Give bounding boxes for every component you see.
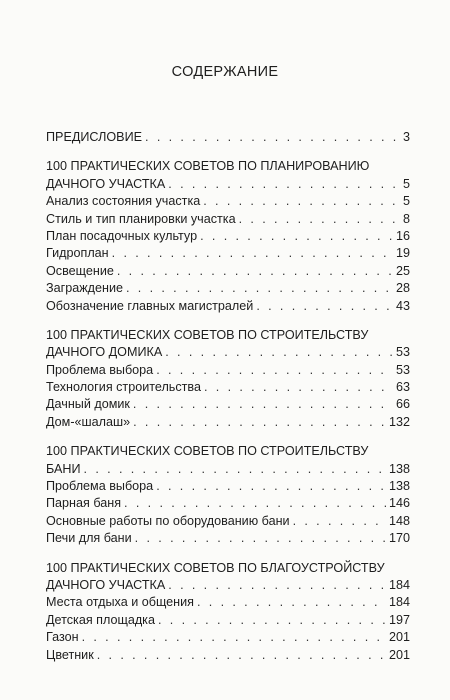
dot-leader	[158, 613, 386, 627]
toc-entry[interactable]	[46, 479, 410, 496]
toc-entry[interactable]	[46, 264, 410, 281]
toc-entry-page: 63	[395, 380, 410, 395]
section-heading-line1[interactable]: 100 ПРАКТИЧЕСКИХ СОВЕТОВ ПО СТРОИТЕЛЬСТВУ	[46, 327, 369, 342]
toc-entry-title: Дачный домик	[46, 397, 130, 412]
toc-entry-page: 197	[388, 612, 410, 627]
toc-entry[interactable]	[46, 363, 410, 380]
toc-entry-page: 3	[402, 130, 410, 144]
toc-entry[interactable]	[46, 229, 410, 246]
toc-entry[interactable]	[46, 630, 410, 647]
toc-section	[46, 328, 410, 432]
toc-entry-title: Проблема выбора	[46, 479, 154, 494]
toc-entry[interactable]	[46, 194, 410, 211]
dot-leader	[133, 415, 386, 429]
toc-entry-page: 8	[402, 211, 410, 226]
section-heading-entry[interactable]	[46, 345, 410, 362]
toc-entry[interactable]	[46, 496, 410, 513]
toc-entry-title: Цветник	[46, 647, 94, 662]
toc-entry-page: 25	[395, 263, 410, 278]
toc-entry-page: 138	[388, 461, 410, 476]
dot-leader	[112, 246, 393, 260]
toc-entry-page: 5	[402, 176, 410, 191]
toc-entry-page: 28	[395, 281, 410, 296]
dot-leader	[97, 648, 386, 662]
dot-leader	[156, 363, 393, 377]
toc-entry-page: 138	[388, 479, 410, 494]
toc-entry-page: 146	[388, 496, 410, 511]
toc-entry[interactable]	[46, 299, 410, 316]
dot-leader	[168, 177, 400, 191]
toc-entry[interactable]	[46, 613, 410, 630]
toc-entry[interactable]	[46, 514, 410, 531]
dot-leader	[204, 380, 393, 394]
toc-entry-page: 16	[395, 228, 410, 243]
section-heading-entry[interactable]	[46, 177, 410, 194]
toc-entry-title: ПРЕДИСЛОВИЕ	[46, 130, 143, 144]
dot-leader	[165, 345, 393, 359]
toc-entry-page: 170	[388, 531, 410, 546]
toc-entry-title: Детская площадка	[46, 612, 155, 627]
toc-entry-title: Основные работы по оборудованию бани	[46, 513, 290, 528]
dot-leader	[239, 212, 400, 226]
toc-preface-entry[interactable]	[46, 130, 410, 147]
toc-entry[interactable]	[46, 648, 410, 665]
dot-leader	[133, 397, 393, 411]
dot-leader	[117, 264, 393, 278]
dot-leader	[168, 578, 386, 592]
toc-entry-title: Дом-«шалаш»	[46, 414, 131, 429]
toc-entry[interactable]	[46, 380, 410, 397]
toc-entry-title: Места отдыха и общения	[46, 595, 194, 610]
dot-leader	[203, 194, 400, 208]
toc-section	[46, 561, 410, 665]
toc-entry-page: 184	[388, 577, 410, 592]
toc-entry[interactable]	[46, 415, 410, 432]
page-title: СОДЕРЖАНИЕ	[171, 64, 279, 80]
toc-entry[interactable]	[46, 531, 410, 548]
dot-leader	[293, 514, 386, 528]
toc-entry-title: Технология строительства	[46, 380, 201, 395]
section-heading-line1[interactable]: 100 ПРАКТИЧЕСКИХ СОВЕТОВ ПО БЛАГОУСТРОЙСТВУ	[46, 560, 385, 575]
toc-entry-title: Обозначение главных магистралей	[46, 298, 254, 313]
toc-entry[interactable]	[46, 595, 410, 612]
dot-leader	[135, 531, 386, 545]
dot-leader	[84, 462, 386, 476]
dot-leader	[256, 299, 393, 313]
toc-entry-title: Гидроплан	[46, 246, 109, 261]
toc-entry[interactable]	[46, 281, 410, 298]
dot-leader	[145, 130, 400, 144]
dot-leader	[82, 630, 386, 644]
toc-entry-page: 184	[388, 595, 410, 610]
toc-entry-page: 43	[395, 298, 410, 313]
toc-entry-page: 19	[395, 246, 410, 261]
toc-entry-title: Газон	[46, 630, 79, 645]
toc-entry[interactable]	[46, 397, 410, 414]
dot-leader	[200, 229, 393, 243]
toc-entry-page: 148	[388, 513, 410, 528]
toc-entry[interactable]	[46, 246, 410, 263]
dot-leader	[124, 496, 386, 510]
section-heading-entry[interactable]	[46, 462, 410, 479]
toc-entry[interactable]	[46, 212, 410, 229]
section-heading-line2: ДАЧНОГО УЧАСТКА	[46, 176, 166, 191]
section-heading-entry[interactable]	[46, 578, 410, 595]
toc-entry-page: 66	[395, 397, 410, 412]
toc-entry-title: План посадочных культур	[46, 228, 198, 243]
section-heading-line1[interactable]: 100 ПРАКТИЧЕСКИХ СОВЕТОВ ПО СТРОИТЕЛЬСТВУ	[46, 444, 369, 459]
toc-section	[46, 159, 410, 316]
toc-entry-title: Проблема выбора	[46, 362, 154, 377]
section-heading-line1[interactable]: 100 ПРАКТИЧЕСКИХ СОВЕТОВ ПО ПЛАНИРОВАНИЮ	[46, 159, 370, 174]
toc-entry-title: Заграждение	[46, 281, 123, 296]
toc-entry-page: 132	[388, 414, 410, 429]
toc-entry-title: Парная баня	[46, 496, 122, 511]
dot-leader	[156, 479, 386, 493]
section-heading-line2: БАНИ	[46, 461, 81, 476]
toc-entry-page: 53	[395, 345, 410, 360]
dot-leader	[197, 595, 386, 609]
toc-entry-page: 201	[388, 647, 410, 662]
toc-entry-page: 53	[395, 362, 410, 377]
toc-entry-title: Анализ состояния участка	[46, 194, 201, 209]
section-heading-line2: ДАЧНОГО УЧАСТКА	[46, 577, 166, 592]
toc-entry-page: 201	[388, 630, 410, 645]
table-of-contents	[46, 130, 410, 665]
section-heading-line2: ДАЧНОГО ДОМИКА	[46, 345, 163, 360]
toc-section	[46, 444, 410, 548]
dot-leader	[126, 281, 393, 295]
toc-entry-title: Освещение	[46, 263, 114, 278]
toc-entry-title: Стиль и тип планировки участка	[46, 211, 236, 226]
toc-entry-title: Печи для бани	[46, 531, 132, 546]
toc-entry-page: 5	[402, 194, 410, 209]
